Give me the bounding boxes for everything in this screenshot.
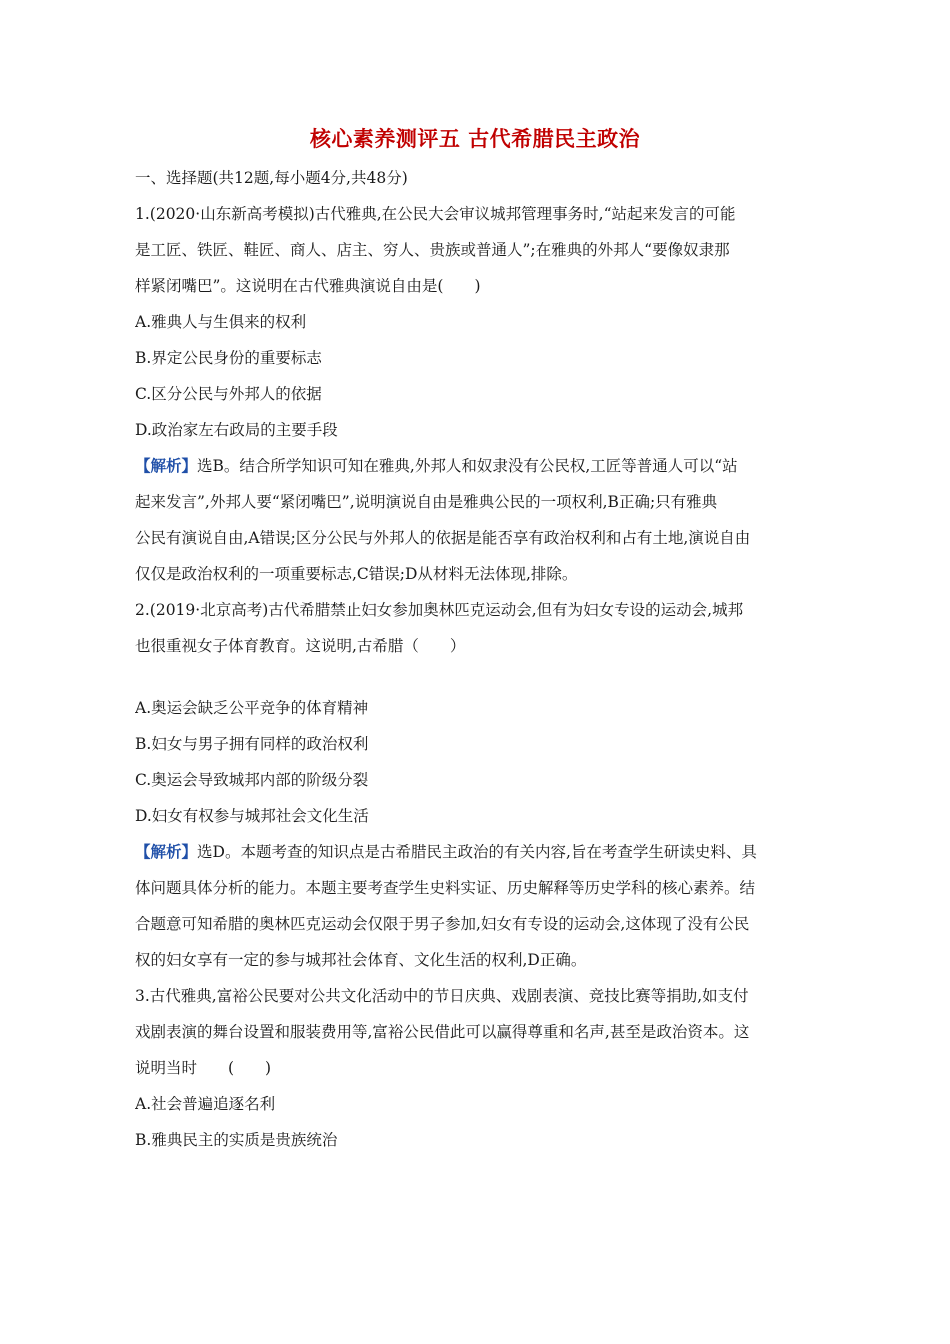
option-a: A.社会普遍追逐名利 bbox=[135, 1095, 276, 1113]
page-title: 核心素养测评五 古代希腊民主政治 bbox=[309, 126, 641, 151]
option-c: C.区分公民与外邦人的依据 bbox=[135, 385, 322, 403]
document-body bbox=[135, 160, 825, 1158]
analysis-line: 仅仅是政治权利的一项重要标志,C错误;D从材料无法体现,排除。 bbox=[135, 565, 578, 583]
analysis-line bbox=[135, 448, 825, 484]
question-stem-line: 戏剧表演的舞台设置和服装费用等,富裕公民借此可以赢得尊重和名声,甚至是政治资本。这 bbox=[135, 1023, 750, 1041]
analysis-line: 公民有演说自由,A错误;区分公民与外邦人的依据是能否享有政治权利和占有土地,演说自由 bbox=[135, 529, 751, 547]
option-b: B.妇女与男子拥有同样的政治权利 bbox=[135, 735, 369, 753]
question-1 bbox=[135, 196, 825, 592]
question-stem-line: 1.(2020·山东新高考模拟)古代雅典,在公民大会审议城邦管理事务时,“站起来发言的可能 bbox=[135, 205, 736, 223]
question-stem-line: 2.(2019·北京高考)古代希腊禁止妇女参加奥林匹克运动会,但有为妇女专设的运动会,城邦 bbox=[135, 601, 744, 619]
question-stem-line: 样紧闭嘴巴”。这说明在古代雅典演说自由是( ) bbox=[135, 277, 481, 295]
option-a: A.雅典人与生俱来的权利 bbox=[135, 313, 307, 331]
analysis-line: 合题意可知希腊的奥林匹克运动会仅限于男子参加,妇女有专设的运动会,这体现了没有公民 bbox=[135, 915, 750, 933]
question-3 bbox=[135, 978, 825, 1158]
analysis-line bbox=[135, 834, 825, 870]
analysis-tag: 【解析】 bbox=[135, 456, 198, 475]
option-d: D.政治家左右政局的主要手段 bbox=[135, 421, 338, 439]
analysis-line: 权的妇女享有一定的参与城邦社会体育、文化生活的权利,D正确。 bbox=[135, 951, 587, 969]
question-2 bbox=[135, 592, 825, 978]
option-d: D.妇女有权参与城邦社会文化生活 bbox=[135, 807, 369, 825]
option-b: B.雅典民主的实质是贵族统治 bbox=[135, 1131, 338, 1149]
question-stem-line: 也很重视女子体育教育。这说明,古希腊（ ） bbox=[135, 637, 466, 655]
question-stem-line: 说明当时 ( ) bbox=[135, 1059, 272, 1077]
analysis-text: 选B。结合所学知识可知在雅典,外邦人和奴隶没有公民权,工匠等普通人可以“站 bbox=[197, 457, 738, 475]
analysis-text: 选D。本题考查的知识点是古希腊民主政治的有关内容,旨在考查学生研读史料、具 bbox=[197, 843, 757, 861]
analysis-tag: 【解析】 bbox=[135, 842, 198, 861]
spacer bbox=[135, 664, 825, 690]
option-c: C.奥运会导致城邦内部的阶级分裂 bbox=[135, 771, 369, 789]
section-header: 一、选择题(共12题,每小题4分,共48分) bbox=[135, 169, 408, 187]
option-a: A.奥运会缺乏公平竞争的体育精神 bbox=[135, 699, 369, 717]
analysis-line: 体问题具体分析的能力。本题主要考查学生史料实证、历史解释等历史学科的核心素养。结 bbox=[135, 879, 756, 897]
question-stem-line: 是工匠、铁匠、鞋匠、商人、店主、穷人、贵族或普通人”;在雅典的外邦人“要像奴隶那 bbox=[135, 241, 730, 259]
question-stem-line: 3.古代雅典,富裕公民要对公共文化活动中的节日庆典、戏剧表演、竞技比赛等捐助,如支付 bbox=[135, 987, 749, 1005]
option-b: B.界定公民身份的重要标志 bbox=[135, 349, 322, 367]
analysis-line: 起来发言”,外邦人要“紧闭嘴巴”,说明演说自由是雅典公民的一项权利,B正确;只有雅典 bbox=[135, 493, 718, 511]
